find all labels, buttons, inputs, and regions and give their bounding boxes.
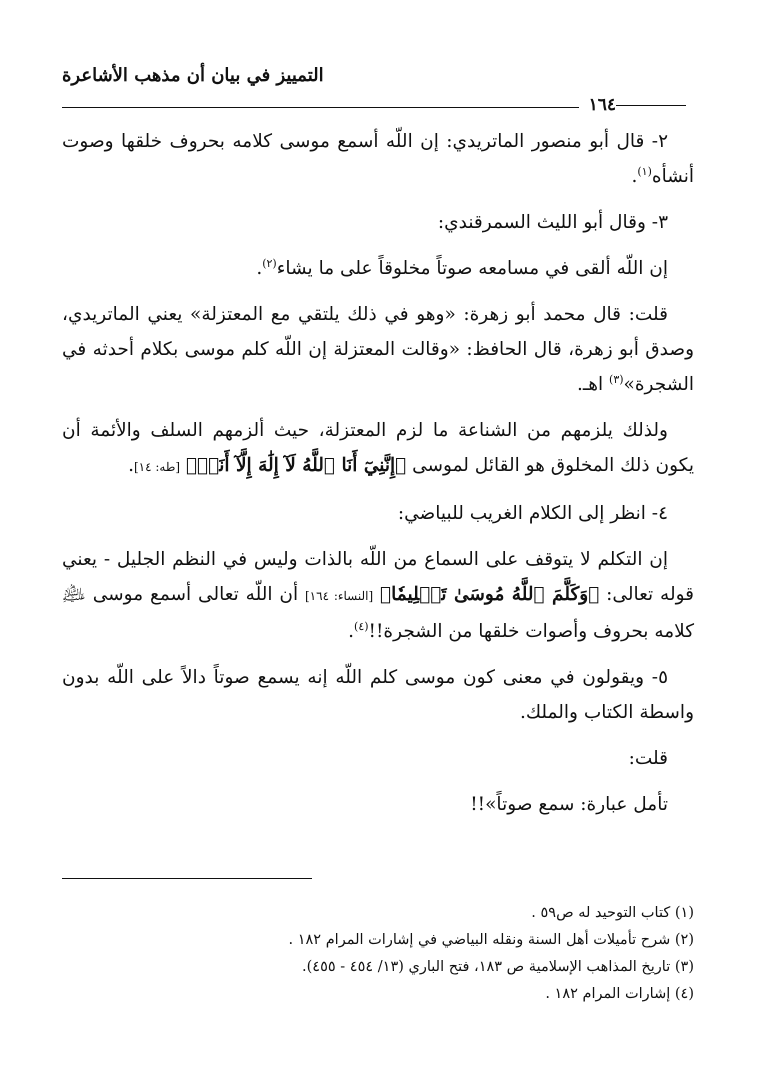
footnote-1: (١) كتاب التوحيد له ص٥٩ . <box>531 905 694 921</box>
verse-reference-2: [النساء: ١٦٤] <box>304 589 374 603</box>
header-rule-right <box>616 105 686 106</box>
paragraph-5-text: ولذلك يلزمهم من الشناعة ما لزم المعتزلة، حيث ألزمهم السلف والأئمة أن يكون ذلك المخلوق هو القائل لموسى <box>62 420 694 476</box>
paragraph-1-text: ٢- قال أبو منصور الماتريدي: إن اللّه أسمع موسى كلامه بحروف خلقها وصوت أنشأه <box>62 131 694 187</box>
header-rule <box>62 107 579 108</box>
paragraph-10-text: تأمل عبارة: سمع صوتاً»!! <box>470 794 668 815</box>
quran-verse-2: ﴿وَكَلَّمَ ٱللَّهُ مُوسَىٰ تَكۡلِيمٗا﴾ <box>380 584 600 605</box>
footnote-marker-2: (٢) <box>262 256 277 270</box>
paragraph-2-text: ٣- وقال أبو الليث السمرقندي: <box>437 212 668 233</box>
footnotes <box>62 900 694 1008</box>
page-header <box>62 58 694 92</box>
page-body <box>62 124 694 822</box>
footnote-marker-1: (١) <box>637 164 652 178</box>
paragraph-1 <box>62 124 694 194</box>
footnote-3: (٣) تاريخ المذاهب الإسلامية ص ١٨٣، فتح الباري (١٣/ ٤٥٤ - ٤٥٥). <box>302 959 694 975</box>
footnote-separator <box>62 878 312 879</box>
paragraph-8-text: ٥- ويقولون في معنى كون موسى كلم اللّه إنه يسمع صوتاً دالاً على اللّه بدون واسطة الكتاب والملك. <box>62 667 694 723</box>
paragraph-2 <box>62 205 694 240</box>
paragraph-10 <box>62 787 694 822</box>
paragraph-4-text: قلت: قال محمد أبو زهرة: «وهو في ذلك يلتقي مع المعتزلة» يعني الماتريدي، وصدق أبو زهرة، قال الحافظ: «وقالت المعتزلة إن اللّه كلم موسى بكلام أحدثه في الشجرة» <box>62 304 694 395</box>
paragraph-9 <box>62 741 694 776</box>
paragraph-6 <box>62 496 694 531</box>
paragraph-3-text: إن اللّه ألقى في مسامعه صوتاً مخلوقاً على ما يشاء <box>276 258 668 279</box>
page-number: ١٦٤ <box>588 95 616 115</box>
page-number-row <box>62 92 694 118</box>
paragraph-8 <box>62 660 694 730</box>
paragraph-7-rest: أن اللّه تعالى أسمع موسى ﵇ كلامه بحروف وأصوات خلقها من الشجرة!! <box>62 584 694 642</box>
paragraph-4-end: اهـ. <box>576 374 610 395</box>
running-title: التمييز في بيان أن مذهب الأشاعرة <box>62 64 324 86</box>
paragraph-4 <box>62 297 694 402</box>
footnote-marker-3: (٣) <box>609 372 624 386</box>
footnote-2: (٢) شرح تأميلات أهل السنة ونقله البياضي في إشارات المرام ١٨٢ . <box>288 932 694 948</box>
paragraph-5-end: . <box>128 455 134 476</box>
paragraph-6-text: ٤- انظر إلى الكلام الغريب للبياضي: <box>397 503 668 524</box>
paragraph-3-end: . <box>256 258 263 279</box>
paragraph-9-text: قلت: <box>628 748 668 769</box>
paragraph-7 <box>62 542 694 649</box>
footnote-marker-4: (٤) <box>354 619 369 633</box>
paragraph-1-end: . <box>631 166 638 187</box>
footnote-4: (٤) إشارات المرام ١٨٢ . <box>545 986 694 1002</box>
book-page <box>62 58 695 1002</box>
paragraph-7-text: إن التكلم لا يتوقف على السماع من اللّه بالذات وليس في النظم الجليل - يعني قوله تعالى: <box>62 549 695 605</box>
verse-reference-1: [طه: ١٤] <box>133 460 181 474</box>
paragraph-5 <box>62 413 694 485</box>
paragraph-3 <box>62 251 694 286</box>
paragraph-7-end: . <box>348 621 355 642</box>
quran-verse-1: ﴿إِنَّنِيٓ أَنَا ٱللَّهُ لَآ إِلَٰهَ إِلَّآ أَنَا۠﴾ <box>185 455 407 476</box>
